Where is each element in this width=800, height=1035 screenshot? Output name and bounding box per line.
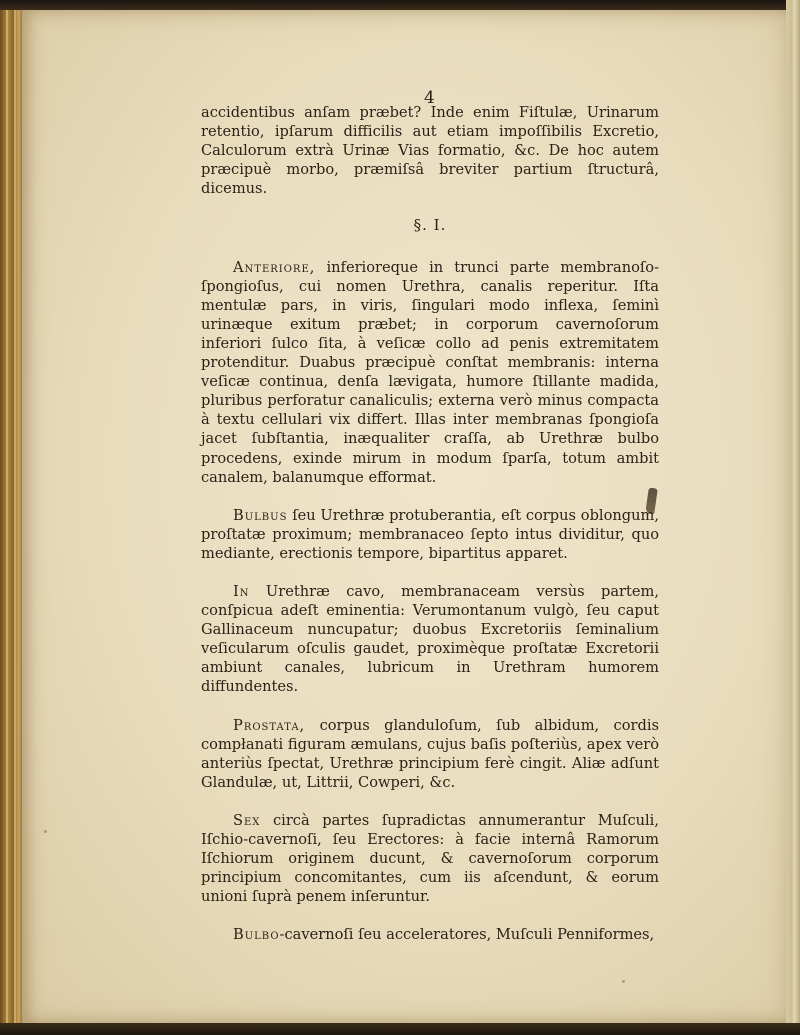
- paragraph-body: -cavernoſi ſeu acceleratores, Muſculi Penniformes,: [279, 926, 655, 944]
- paragraph-lead-word: Bulbus: [233, 506, 288, 524]
- scan-top-edge: [0, 0, 800, 10]
- paragraph-musculi: [201, 811, 659, 906]
- paragraph-body: ſeu Urethræ protuberantia, eſt corpus oblongum, proſtatæ proximum; membranaceo ſepto intus dividitur, quo mediante, erectionis tempore, bipartitus apparet.: [201, 506, 659, 562]
- spine-rule: [6, 0, 8, 1035]
- paragraph-lead-word: Anteriore,: [233, 258, 316, 276]
- scan-bottom-edge: [0, 1023, 800, 1035]
- section-heading: §. I.: [413, 216, 447, 235]
- paragraph-urethra: [201, 258, 659, 487]
- spine-rule: [14, 0, 16, 1035]
- paragraph-lead-word: Prostata,: [233, 716, 306, 734]
- book-spine: [0, 0, 22, 1035]
- paragraph-bulbus: [201, 506, 659, 563]
- paragraph-lead-word: Sex: [233, 811, 261, 829]
- paragraph-prostata: [201, 716, 659, 792]
- paragraph-lead-word: In: [233, 582, 250, 600]
- page-number: 4: [424, 88, 435, 108]
- paper-speck: [44, 830, 47, 833]
- paragraph-verumontanum: [201, 582, 659, 697]
- page-edge-right: [786, 0, 800, 1035]
- paper-speck: [622, 980, 625, 983]
- paragraph-body: Urethræ cavo, membranaceam versùs partem, conſpicua adeſt eminentia: Verumontanum vulgò, ſeu caput Gallinaceum nuncupatur; duobus Excretoriis ſeminalium veſicularum oſculis gaudet, proximèque proſtatæ Excretorii ambiunt canales, lubricum in Urethram humorem diffundentes.: [201, 582, 659, 696]
- paragraph-lead-word: Bulbo: [233, 926, 280, 944]
- page-text: [201, 103, 659, 963]
- paragraph-body: inferioreque in trunci parte membranoſo-ſpongioſus, cui nomen Urethra, canalis reperitur. Iſta mentulæ pars, in viris, ſingulari modo inflexa, ſeminì urinæque exitum præbet; in corporum cavernoſorum inferiori ſulco ſita, à veſicæ collo ad penis extremitatem protenditur. Duabus præcipuè conſtat membranis: interna veſicæ continua, denſa lævigata, humore ſtillante madida, pluribus perforatur canaliculis; externa verò minus compacta à textu cellulari vix differt. Illas inter membranas ſpongioſa jacet ſubſtantia, inæqualiter craſſa, ab Urethræ bulbo procedens, exinde mirum in modum ſparſa, totum ambit canalem, balanumque efformat.: [201, 258, 659, 486]
- intro-paragraph: accidentibus anſam præbet? Inde enim Fiſtulæ, Urinarum retentio, ipſarum difficilis aut etiam impoſſibilis Excretio, Calculorum extrà Urinæ Vias formatio, &c. De hoc autem præcipuè morbo, præmiſsâ breviter partium ſtructurâ, dicemus.: [201, 104, 659, 198]
- paragraph-bulbo-cavernosi: [201, 925, 659, 944]
- paragraph-body: circà partes ſupradictas annumerantur Muſculi, Iſchio-cavernoſi, ſeu Erectores: à facie internâ Ramorum Iſchiorum originem ducunt, & cavernoſorum corporum principium concomitantes, cum iis aſcendunt, & eorum unioni ſuprà penem inſeruntur.: [201, 811, 659, 906]
- paragraph-body: corpus glanduloſum, ſub albidum, cordis compłanati figuram æmulans, cujus baſis poſteriùs, apex verò anteriùs ſpectat, Urethræ principium ferè cingit. Aliæ adſunt Glandulæ, ut, Littrii, Cowperi, &c.: [201, 716, 659, 791]
